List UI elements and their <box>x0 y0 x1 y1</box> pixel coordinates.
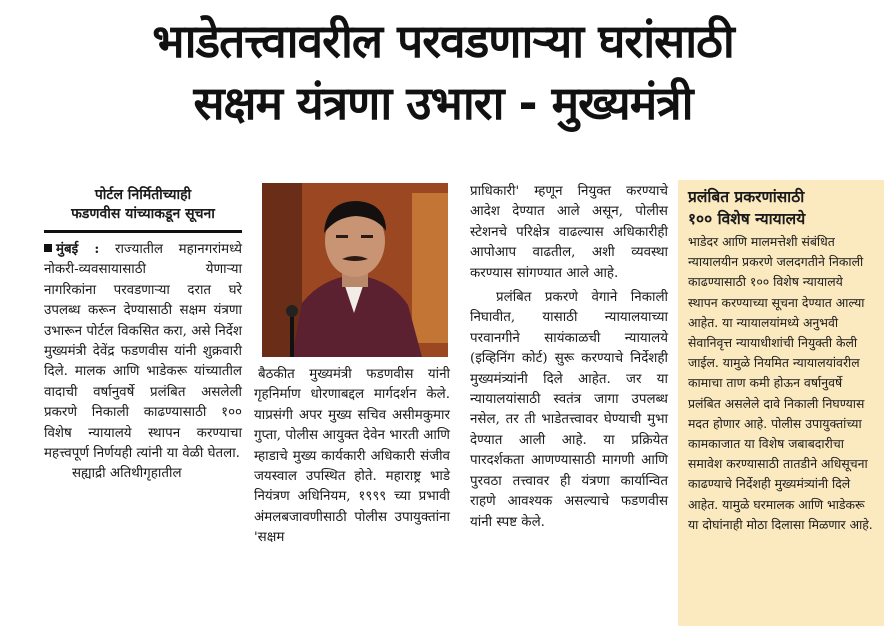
article-subhead <box>44 186 242 233</box>
sidebar-body: भाडेदर आणि मालमत्तेशी संबंधित न्यायालयीन प्रकरणे जलदगतीने निकाली काढण्यासाठी १०० विशेष न्यायालये स्थापन करण्याच्या सूचना देण्यात आल्या आहेत. या न्यायालयांमध्ये अनुभवी सेवानिवृत्त न्यायाधीशांची नियुक्ती केली जाईल. यामुळे नियमित न्यायालयांवरील कामाचा ताण कमी होऊन वर्षानुवर्षे प्रलंबित असलेले दावे निकाली निघण्यास मदत होणार आहे. पोलीस उपायुक्तांच्या कामकाजात या विशेष जबाबदारीचा समावेश करण्यासाठी तातडीने अधिसूचना काढण्याचे निर्देशही मुख्यमंत्र्यांनी दिले आहेत. यामुळे घरमालक आणि भाडेकरू या दोघांनाही मोठा दिलासा मिळणार आहे. <box>688 234 873 532</box>
sidebar-title <box>678 180 884 232</box>
paragraph-5: प्रलंबित प्रकरणे वेगाने निकाली निघावीत, यासाठी न्यायालयाच्या परवानगीने सायंकाळची न्यायालये (इव्हिनिंग कोर्ट) सुरू करण्याचे निर्देशही मुख्यमंत्र्यांनी दिले आहेत. जर या न्यायालयांसाठी स्वतंत्र जागा उपलब्ध नसेल, तर ती भाडेतत्त्वावर घेण्याची मुभा देण्यात आली आहे. या प्रक्रियेत पारदर्शकता आणण्यासाठी मागणी आणि पुरवठा तत्त्वावर ही यंत्रणा कार्यान्वित राहणे आवश्यक असल्याचे फडणवीस यांनी स्पष्ट केले. <box>470 290 668 530</box>
headline-line-1: भाडेतत्त्वावरील परवडणाऱ्या घरांसाठी <box>152 14 734 68</box>
article-column-3 <box>470 182 668 533</box>
subhead-line-2: फडणवीस यांच्याकडून सूचना <box>71 206 215 222</box>
headline <box>0 10 886 134</box>
dateline: मुंबई : <box>56 241 100 257</box>
bullet-square-icon <box>44 244 52 252</box>
lead-paragraph-text: राज्यातील महानगरांमध्ये नोकरी-व्यवसायासाठी येणाऱ्या नागरिकांना परवडणाऱ्या दरात घरे उपलब्ध करून देण्यासाठी सक्षम यंत्रणा उभारून पोर्टल विकसित करा, असे निर्देश मुख्यमंत्री देवेंद्र फडणवीस यांनी शुक्रवारी दिले. मालक आणि भाडेकरू यांच्यातील वादाची वर्षानुवर्षे प्रलंबित असलेली प्रकरणे निकाली काढण्यासाठी १०० विशेष न्यायालये स्थापन करण्याचा महत्त्वपूर्ण निर्णयही त्यांनी या वेळी घेतला. <box>44 242 242 462</box>
lead-paragraph <box>44 239 242 464</box>
sidebar-box <box>678 180 884 626</box>
paragraph-2: सह्याद्री अतिथीगृहातील <box>72 466 182 482</box>
portrait-illustration <box>262 183 448 357</box>
paragraph-3: बैठकीत मुख्यमंत्री फडणवीस यांनी गृहनिर्माण धोरणाबद्दल मार्गदर्शन केले. याप्रसंगी अपर मुख्य सचिव असीमकुमार गुप्ता, पोलीस आयुक्त देवेन भारती आणि म्हाडाचे मुख्य कार्यकारी अधिकारी संजीव जयस्वाल उपस्थित होते. महाराष्ट्र भाडे नियंत्रण अधिनियम, १९९९ च्या प्रभावी अंमलबजावणीसाठी पोलीस उपायुक्तांना 'सक्षम <box>254 367 450 546</box>
headline-line-2: सक्षम यंत्रणा उभारा - मुख्यमंत्री <box>193 76 693 130</box>
paragraph-4: प्राधिकारी' म्हणून नियुक्त करण्याचे आदेश देण्यात आले असून, पोलीस स्टेशनचे परिक्षेत्र वाढल्यास अधिकारीही आपोआप वाढतील, अशी व्यवस्था करण्यास सांगण्यात आले आहे. <box>470 184 668 281</box>
sidebar-title-line-1: प्रलंबित प्रकरणांसाठी <box>688 188 805 206</box>
subhead-line-1: पोर्टल निर्मितीच्याही <box>94 187 192 203</box>
article-column-2 <box>254 365 450 549</box>
sidebar-title-line-2: १०० विशेष न्यायालये <box>688 210 806 228</box>
article-column-1 <box>44 186 242 485</box>
chief-minister-photo <box>262 183 448 357</box>
